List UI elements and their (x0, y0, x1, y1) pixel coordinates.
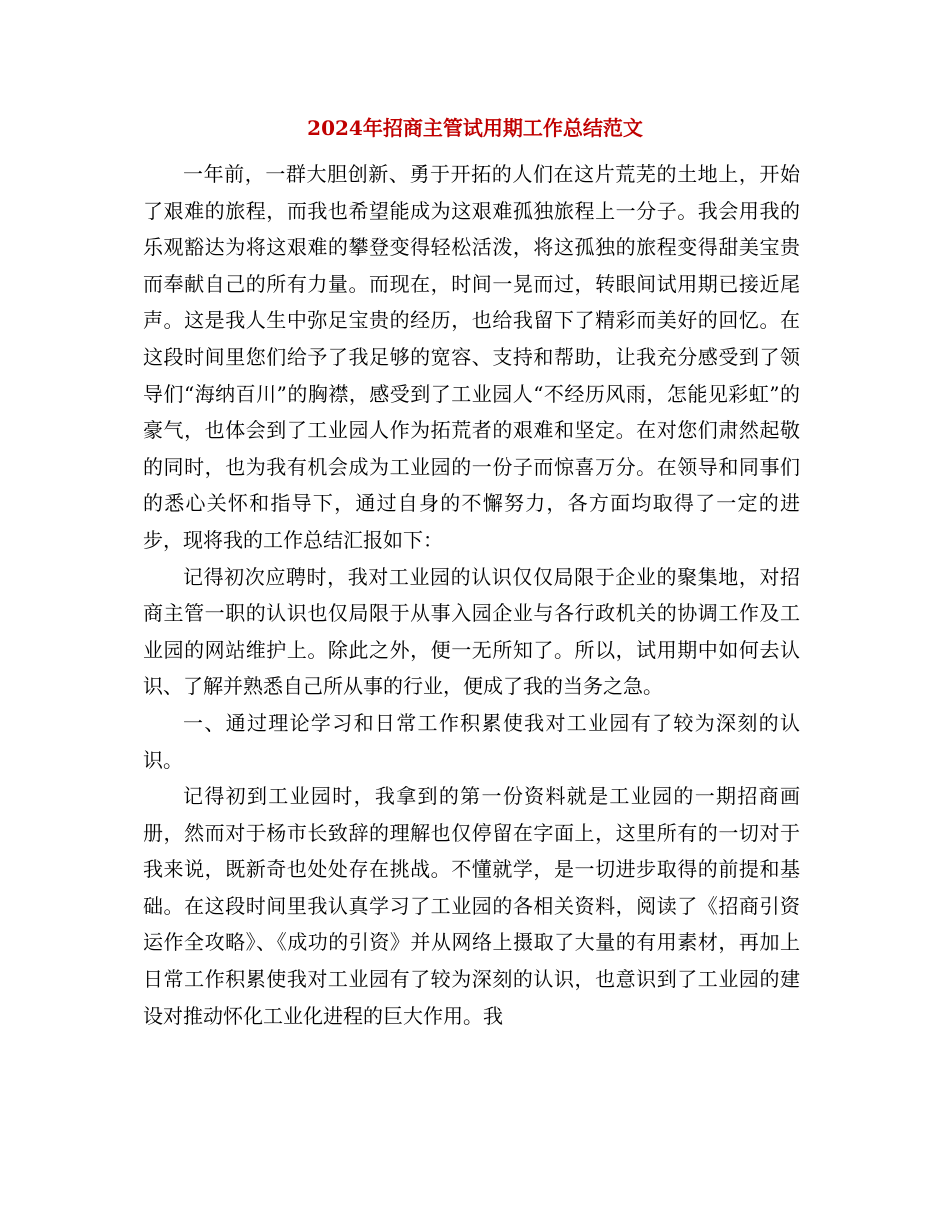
paragraph-application: 记得初次应聘时，我对工业园的认识仅仅局限于企业的聚集地，对招商主管一职的认识也仅局限于从事入园企业与各行政机关的协调工作及工业园的网站维护上。除此之外，便一无所知了。所以，试用期中如何去认识、了解并熟悉自己所从事的行业，便成了我的当务之急。 (143, 564, 800, 699)
document-body (143, 156, 800, 1034)
paragraph-learning: 记得初到工业园时，我拿到的第一份资料就是工业园的一期招商画册，然而对于杨市长致辞的理解也仅停留在字面上，这里所有的一切对于我来说，既新奇也处处存在挑战。不懂就学，是一切进步取得的前提和基础。在这段时间里我认真学习了工业园的各相关资料，阅读了《招商引资运作全攻略》、《成功的引资》并从网络上摄取了大量的有用素材，再加上日常工作积累使我对工业园有了较为深刻的认识，也意识到了工业园的建设对推动怀化工业化进程的巨大作用。我 (143, 784, 800, 1028)
paragraph-intro: 一年前，一群大胆创新、勇于开拓的人们在这片荒芜的土地上，开始了艰难的旅程，而我也希望能成为这艰难孤独旅程上一分子。我会用我的乐观豁达为将这艰难的攀登变得轻松活泼，将这孤独的旅程变得甜美宝贵而奉献自己的所有力量。而现在，时间一晃而过，转眼间试用期已接近尾声。这是我人生中弥足宝贵的经历，也给我留下了精彩而美好的回忆。在这段时间里您们给予了我足够的宽容、支持和帮助，让我充分感受到了领导们“海纳百川”的胸襟，感受到了工业园人“不经历风雨，怎能见彩虹”的豪气，也体会到了工业园人作为拓荒者的艰难和坚定。在对您们肃然起敬的同时，也为我有机会成为工业园的一份子而惊喜万分。在领导和同事们的悉心关怀和指导下，通过自身的不懈努力，各方面均取得了一定的进步，现将我的工作总结汇报如下： (143, 162, 800, 552)
document-title: 2024年招商主管试用期工作总结范文 (307, 116, 643, 140)
section-heading-one: 一、通过理论学习和日常工作积累使我对工业园有了较为深刻的认识。 (143, 710, 800, 772)
